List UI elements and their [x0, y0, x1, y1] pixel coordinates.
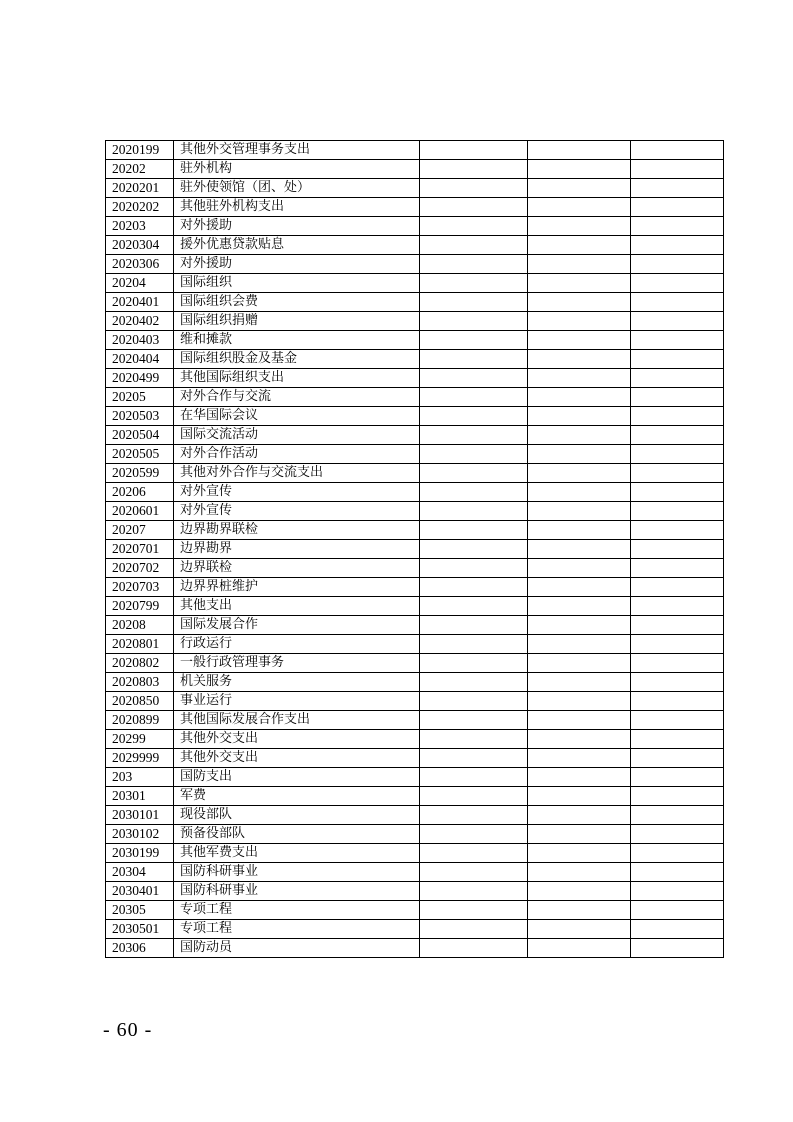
empty-value-cell [420, 635, 528, 654]
subject-code-cell: 2020702 [106, 559, 174, 578]
table-row [106, 863, 724, 882]
subject-name-cell: 一般行政管理事务 [174, 654, 420, 673]
empty-value-cell [528, 635, 631, 654]
subject-name-cell: 专项工程 [174, 920, 420, 939]
empty-value-cell [631, 217, 724, 236]
subject-name-cell: 边界联检 [174, 559, 420, 578]
empty-value-cell [528, 825, 631, 844]
subject-code-cell: 2030401 [106, 882, 174, 901]
empty-value-cell [631, 882, 724, 901]
empty-value-cell [420, 255, 528, 274]
empty-value-cell [420, 882, 528, 901]
subject-name-cell: 对外宣传 [174, 483, 420, 502]
table-row [106, 578, 724, 597]
empty-value-cell [420, 388, 528, 407]
subject-name-cell: 驻外使领馆（团、处） [174, 179, 420, 198]
subject-name-cell: 援外优惠贷款贴息 [174, 236, 420, 255]
empty-value-cell [528, 673, 631, 692]
empty-value-cell [528, 312, 631, 331]
empty-value-cell [631, 616, 724, 635]
empty-value-cell [528, 179, 631, 198]
table-row [106, 806, 724, 825]
subject-code-cell: 2020701 [106, 540, 174, 559]
empty-value-cell [528, 768, 631, 787]
empty-value-cell [420, 559, 528, 578]
empty-value-cell [631, 388, 724, 407]
subject-name-cell: 国防动员 [174, 939, 420, 958]
empty-value-cell [528, 540, 631, 559]
subject-name-cell: 在华国际会议 [174, 407, 420, 426]
empty-value-cell [420, 426, 528, 445]
empty-value-cell [420, 768, 528, 787]
empty-value-cell [420, 464, 528, 483]
empty-value-cell [528, 293, 631, 312]
empty-value-cell [631, 369, 724, 388]
subject-name-cell: 国际组织会费 [174, 293, 420, 312]
table-row [106, 825, 724, 844]
empty-value-cell [631, 806, 724, 825]
empty-value-cell [528, 483, 631, 502]
empty-value-cell [420, 730, 528, 749]
empty-value-cell [420, 578, 528, 597]
empty-value-cell [420, 407, 528, 426]
empty-value-cell [420, 217, 528, 236]
subject-code-cell: 2020850 [106, 692, 174, 711]
empty-value-cell [528, 844, 631, 863]
subject-name-cell: 现役部队 [174, 806, 420, 825]
budget-table [105, 140, 724, 958]
subject-name-cell: 边界界桩维护 [174, 578, 420, 597]
subject-name-cell: 维和摊款 [174, 331, 420, 350]
empty-value-cell [631, 844, 724, 863]
empty-value-cell [631, 179, 724, 198]
empty-value-cell [528, 578, 631, 597]
empty-value-cell [420, 521, 528, 540]
table-row [106, 369, 724, 388]
empty-value-cell [420, 293, 528, 312]
empty-value-cell [420, 540, 528, 559]
table-row [106, 882, 724, 901]
empty-value-cell [631, 426, 724, 445]
subject-code-cell: 20305 [106, 901, 174, 920]
empty-value-cell [528, 749, 631, 768]
table-row [106, 426, 724, 445]
empty-value-cell [528, 217, 631, 236]
empty-value-cell [528, 464, 631, 483]
empty-value-cell [420, 502, 528, 521]
empty-value-cell [420, 331, 528, 350]
table-row [106, 445, 724, 464]
subject-name-cell: 边界勘界 [174, 540, 420, 559]
empty-value-cell [420, 711, 528, 730]
subject-code-cell: 20205 [106, 388, 174, 407]
empty-value-cell [631, 483, 724, 502]
empty-value-cell [631, 939, 724, 958]
subject-code-cell: 2020799 [106, 597, 174, 616]
empty-value-cell [631, 749, 724, 768]
empty-value-cell [631, 198, 724, 217]
empty-value-cell [631, 502, 724, 521]
empty-value-cell [420, 901, 528, 920]
empty-value-cell [528, 141, 631, 160]
empty-value-cell [528, 236, 631, 255]
empty-value-cell [420, 844, 528, 863]
empty-value-cell [420, 920, 528, 939]
empty-value-cell [631, 920, 724, 939]
empty-value-cell [528, 711, 631, 730]
empty-value-cell [420, 825, 528, 844]
subject-code-cell: 2020401 [106, 293, 174, 312]
table-row [106, 939, 724, 958]
empty-value-cell [528, 388, 631, 407]
empty-value-cell [528, 445, 631, 464]
table-row [106, 692, 724, 711]
subject-name-cell: 国际组织捐赠 [174, 312, 420, 331]
empty-value-cell [420, 160, 528, 179]
subject-code-cell: 20304 [106, 863, 174, 882]
subject-code-cell: 20207 [106, 521, 174, 540]
subject-name-cell: 其他国际组织支出 [174, 369, 420, 388]
table-row [106, 331, 724, 350]
subject-code-cell: 2029999 [106, 749, 174, 768]
table-row [106, 141, 724, 160]
empty-value-cell [631, 730, 724, 749]
subject-code-cell: 20208 [106, 616, 174, 635]
empty-value-cell [631, 445, 724, 464]
subject-code-cell: 2020503 [106, 407, 174, 426]
empty-value-cell [528, 198, 631, 217]
empty-value-cell [528, 559, 631, 578]
subject-code-cell: 2020703 [106, 578, 174, 597]
empty-value-cell [631, 141, 724, 160]
subject-name-cell: 对外合作与交流 [174, 388, 420, 407]
table-row [106, 673, 724, 692]
table-row [106, 236, 724, 255]
subject-code-cell: 20206 [106, 483, 174, 502]
subject-name-cell: 国防科研事业 [174, 863, 420, 882]
table-row [106, 597, 724, 616]
table-row [106, 350, 724, 369]
empty-value-cell [631, 711, 724, 730]
empty-value-cell [420, 939, 528, 958]
subject-name-cell: 专项工程 [174, 901, 420, 920]
subject-code-cell: 2020404 [106, 350, 174, 369]
empty-value-cell [420, 198, 528, 217]
table-row [106, 217, 724, 236]
subject-name-cell: 事业运行 [174, 692, 420, 711]
table-row [106, 521, 724, 540]
empty-value-cell [528, 730, 631, 749]
empty-value-cell [420, 350, 528, 369]
subject-name-cell: 国际交流活动 [174, 426, 420, 445]
table-row [106, 255, 724, 274]
empty-value-cell [631, 312, 724, 331]
subject-name-cell: 对外宣传 [174, 502, 420, 521]
table-row [106, 312, 724, 331]
subject-code-cell: 203 [106, 768, 174, 787]
table-row [106, 616, 724, 635]
subject-name-cell: 其他对外合作与交流支出 [174, 464, 420, 483]
subject-name-cell: 其他支出 [174, 597, 420, 616]
empty-value-cell [420, 274, 528, 293]
subject-code-cell: 2020201 [106, 179, 174, 198]
subject-code-cell: 20306 [106, 939, 174, 958]
empty-value-cell [631, 540, 724, 559]
empty-value-cell [631, 559, 724, 578]
subject-code-cell: 2020803 [106, 673, 174, 692]
table-row [106, 787, 724, 806]
empty-value-cell [420, 369, 528, 388]
table-row [106, 901, 724, 920]
subject-code-cell: 2020801 [106, 635, 174, 654]
empty-value-cell [420, 597, 528, 616]
subject-name-cell: 其他国际发展合作支出 [174, 711, 420, 730]
subject-name-cell: 其他外交支出 [174, 730, 420, 749]
subject-name-cell: 其他军费支出 [174, 844, 420, 863]
subject-code-cell: 2020199 [106, 141, 174, 160]
subject-name-cell: 其他外交管理事务支出 [174, 141, 420, 160]
empty-value-cell [420, 787, 528, 806]
empty-value-cell [528, 331, 631, 350]
empty-value-cell [631, 236, 724, 255]
empty-value-cell [631, 768, 724, 787]
table-row [106, 198, 724, 217]
table-row [106, 483, 724, 502]
subject-code-cell: 2020202 [106, 198, 174, 217]
table-body [106, 141, 724, 958]
empty-value-cell [631, 654, 724, 673]
empty-value-cell [528, 901, 631, 920]
empty-value-cell [420, 654, 528, 673]
subject-name-cell: 其他外交支出 [174, 749, 420, 768]
empty-value-cell [420, 141, 528, 160]
empty-value-cell [631, 692, 724, 711]
subject-code-cell: 2020403 [106, 331, 174, 350]
subject-code-cell: 2020304 [106, 236, 174, 255]
subject-code-cell: 20203 [106, 217, 174, 236]
empty-value-cell [631, 274, 724, 293]
table-row [106, 920, 724, 939]
empty-value-cell [420, 616, 528, 635]
subject-name-cell: 国际组织股金及基金 [174, 350, 420, 369]
subject-code-cell: 20204 [106, 274, 174, 293]
table-row [106, 502, 724, 521]
subject-code-cell: 2020505 [106, 445, 174, 464]
empty-value-cell [528, 806, 631, 825]
table-row [106, 293, 724, 312]
table-row [106, 635, 724, 654]
table-row [106, 559, 724, 578]
subject-code-cell: 2030102 [106, 825, 174, 844]
subject-code-cell: 2020599 [106, 464, 174, 483]
subject-name-cell: 驻外机构 [174, 160, 420, 179]
table-row [106, 768, 724, 787]
subject-name-cell: 国防支出 [174, 768, 420, 787]
subject-name-cell: 机关服务 [174, 673, 420, 692]
empty-value-cell [528, 863, 631, 882]
empty-value-cell [420, 806, 528, 825]
empty-value-cell [631, 350, 724, 369]
empty-value-cell [420, 673, 528, 692]
subject-name-cell: 国际发展合作 [174, 616, 420, 635]
empty-value-cell [528, 882, 631, 901]
subject-code-cell: 2020601 [106, 502, 174, 521]
subject-code-cell: 2020802 [106, 654, 174, 673]
subject-name-cell: 其他驻外机构支出 [174, 198, 420, 217]
page-number: - 60 - [103, 1019, 153, 1041]
empty-value-cell [631, 407, 724, 426]
empty-value-cell [528, 255, 631, 274]
empty-value-cell [528, 160, 631, 179]
subject-name-cell: 军费 [174, 787, 420, 806]
empty-value-cell [631, 597, 724, 616]
empty-value-cell [631, 673, 724, 692]
empty-value-cell [420, 312, 528, 331]
empty-value-cell [528, 350, 631, 369]
table-row [106, 274, 724, 293]
table-row [106, 179, 724, 198]
subject-name-cell: 国防科研事业 [174, 882, 420, 901]
subject-name-cell: 国际组织 [174, 274, 420, 293]
empty-value-cell [631, 255, 724, 274]
table-row [106, 160, 724, 179]
empty-value-cell [631, 787, 724, 806]
subject-code-cell: 20299 [106, 730, 174, 749]
empty-value-cell [631, 521, 724, 540]
table-row [106, 540, 724, 559]
subject-code-cell: 2020899 [106, 711, 174, 730]
empty-value-cell [631, 293, 724, 312]
table-row [106, 407, 724, 426]
empty-value-cell [528, 787, 631, 806]
empty-value-cell [420, 236, 528, 255]
empty-value-cell [420, 863, 528, 882]
table-row [106, 844, 724, 863]
table-row [106, 730, 724, 749]
empty-value-cell [631, 464, 724, 483]
subject-code-cell: 2020402 [106, 312, 174, 331]
subject-name-cell: 对外援助 [174, 255, 420, 274]
subject-code-cell: 2030199 [106, 844, 174, 863]
empty-value-cell [528, 692, 631, 711]
empty-value-cell [528, 920, 631, 939]
empty-value-cell [420, 483, 528, 502]
subject-code-cell: 2030101 [106, 806, 174, 825]
empty-value-cell [420, 445, 528, 464]
empty-value-cell [528, 521, 631, 540]
subject-code-cell: 20202 [106, 160, 174, 179]
empty-value-cell [631, 578, 724, 597]
table-row [106, 464, 724, 483]
empty-value-cell [631, 825, 724, 844]
empty-value-cell [631, 901, 724, 920]
empty-value-cell [528, 654, 631, 673]
empty-value-cell [631, 160, 724, 179]
empty-value-cell [528, 616, 631, 635]
table-row [106, 711, 724, 730]
empty-value-cell [528, 274, 631, 293]
subject-code-cell: 20301 [106, 787, 174, 806]
empty-value-cell [631, 635, 724, 654]
empty-value-cell [420, 749, 528, 768]
subject-name-cell: 对外合作活动 [174, 445, 420, 464]
subject-name-cell: 行政运行 [174, 635, 420, 654]
empty-value-cell [631, 863, 724, 882]
subject-name-cell: 对外援助 [174, 217, 420, 236]
empty-value-cell [528, 502, 631, 521]
table-row [106, 749, 724, 768]
empty-value-cell [420, 692, 528, 711]
empty-value-cell [420, 179, 528, 198]
empty-value-cell [528, 426, 631, 445]
empty-value-cell [528, 369, 631, 388]
subject-code-cell: 2030501 [106, 920, 174, 939]
subject-name-cell: 预备役部队 [174, 825, 420, 844]
subject-code-cell: 2020499 [106, 369, 174, 388]
subject-code-cell: 2020504 [106, 426, 174, 445]
empty-value-cell [631, 331, 724, 350]
empty-value-cell [528, 407, 631, 426]
empty-value-cell [528, 939, 631, 958]
subject-code-cell: 2020306 [106, 255, 174, 274]
empty-value-cell [528, 597, 631, 616]
table-row [106, 654, 724, 673]
subject-name-cell: 边界勘界联检 [174, 521, 420, 540]
table-row [106, 388, 724, 407]
